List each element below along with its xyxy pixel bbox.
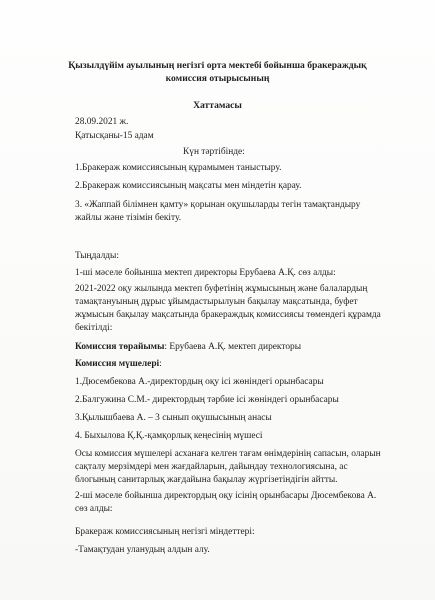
commission-chair — [75, 341, 301, 353]
paragraph-line: тамақтануының дұрыс ұйымдастырылуын бақылау мақсатында, буфет — [75, 297, 358, 307]
meeting-date: 28.09.2021 ж. — [75, 117, 129, 127]
question-1-paragraph — [75, 283, 393, 335]
agenda-item-2: 2.Бракераж комиссиясының мақсаты мен міндетін қарау. — [75, 181, 302, 191]
document-title-line-2: комиссия отырысының — [165, 73, 270, 84]
question-1-intro: 1-ші мәселе бойынша мектеп директоры Ерубаева А.Қ. сөз алды: — [75, 268, 336, 278]
document-subtitle: Хаттамасы — [193, 100, 242, 111]
paragraph-line: Осы комиссия мүшелері асханаға келген тағам өнімдерінің сапасын, оларын — [75, 449, 381, 459]
agenda-heading: Күн тәртібінде: — [183, 147, 245, 157]
member-4: 4. Быхылова Қ.Қ.-қамқорлық кеңесінің мүшесі — [75, 431, 263, 441]
chair-value: : Ерубаева А.Қ. мектеп директоры — [164, 342, 302, 352]
task-1: -Тамақтудан уланудың алдын алу. — [75, 545, 210, 555]
members-heading-line — [75, 358, 162, 370]
paragraph-line: сөз алды: — [75, 504, 113, 514]
members-duty-paragraph — [75, 448, 393, 487]
agenda-item-1: 1.Бракераж комиссиясының құрамымен таныстыру. — [75, 163, 282, 173]
chair-label: Комиссия төрайымы — [75, 342, 165, 352]
paragraph-line: сақталу мерзімдері мен жағдайларын, дайындау технологиясына, ас — [75, 462, 348, 472]
agenda-item-3: 3. «Жаппай білімнен қамту» қорынан оқушыларды тегін тамақтандыру — [75, 200, 361, 210]
document-title-line-1: Қызылдүйім ауылының негізгі орта мектебі бойынша бракераждық — [68, 60, 367, 71]
agenda-item-3-continued: жайлы және тізімін бекіту. — [75, 213, 182, 223]
listened-heading: Тыңдалды: — [75, 251, 119, 261]
paragraph-line: блогының санитарлық жағдайына бақылау жүргізетіндігін айтты. — [75, 475, 338, 485]
tasks-heading: Бракераж комиссиясының негізгі міндеттері: — [75, 527, 255, 537]
paragraph-line: 2021-2022 оқу жылында мектеп буфетінің жұмысының және балалардың — [75, 284, 368, 294]
members-heading: Комиссия мүшелері — [75, 359, 160, 369]
paragraph-line: жұмысын бақылау мақсатында бракераждық комиссиясы төмендегі құрамда — [75, 310, 381, 320]
member-1: 1.Дюсембекова А.-директордың оқу ісі жөніндегі орынбасары — [75, 377, 324, 387]
member-2: 2.Балгужина С.М.- директордың тәрбие ісі жөніндегі орынбасары — [75, 395, 339, 405]
member-3: 3.Қылышбаева А. – 3 сынып оқушысының анасы — [75, 413, 272, 423]
paragraph-line: 2-ші мәселе бойынша директордың оқу ісінің орынбасары Дюсембекова А. — [75, 491, 377, 501]
attendance-count: Қатысқаны-15 адам — [75, 131, 154, 141]
question-2-intro — [75, 490, 393, 516]
members-heading-colon: : — [159, 359, 162, 369]
paragraph-line: бекітілді: — [75, 323, 113, 333]
